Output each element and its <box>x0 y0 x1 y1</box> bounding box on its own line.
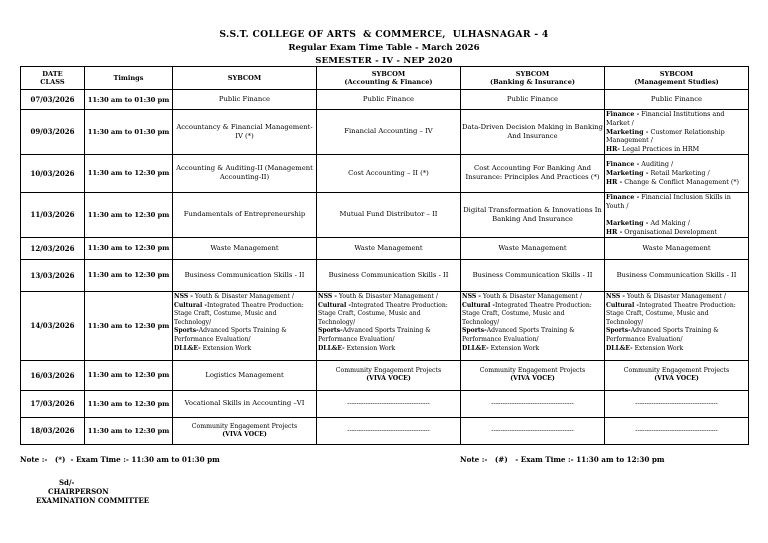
col-header-banking-insurance: SYBCOM (Banking & Insurance) <box>461 67 605 90</box>
subject-cell: Data-Driven Decision Making in Banking And Insurance <box>461 110 605 155</box>
exam-date: 13/03/2026 <box>21 259 85 291</box>
exam-title: Regular Exam Time Table - March 2026 <box>288 43 480 53</box>
exam-time: 11:30 am to 01:30 pm <box>85 90 173 110</box>
activities-cell: NSS - Youth & Disaster Management / Cultural -Integrated Theatre Production: Stage Craft, Costume, Music and Technology/ Sports-Advanced Sports Training & Performance Evaluation/ DLL&E- Extension Work <box>317 291 461 360</box>
table-row <box>21 360 749 390</box>
col-header-management-studies: SYBCOM (Management Studies) <box>605 67 749 90</box>
table-row <box>21 192 749 237</box>
college-name: S.S.T. COLLEGE OF ARTS & COMMERCE, ULHASNAGAR - 4 <box>219 29 549 40</box>
activities-cell: NSS - Youth & Disaster Management / Cultural -Integrated Theatre Production: Stage Craft, Costume, Music and Technology/ Sports-Advanced Sports Training & Performance Evaluation/ DLL&E- Extension Work <box>173 291 317 360</box>
subject-cell: Waste Management <box>461 237 605 259</box>
subject-cell-electives: Finance - Financial Inclusion Skills in Youth / Marketing - Ad Making / HR - Organisational Development <box>605 192 749 237</box>
table-row <box>21 154 749 192</box>
exam-time: 11:30 am to 12:30 pm <box>85 417 173 444</box>
subject-cell: Cost Accounting – II (*) <box>317 154 461 192</box>
subject-cell: Waste Management <box>605 237 749 259</box>
exam-date: 18/03/2026 <box>21 417 85 444</box>
project-cell: Community Engagement Projects (VIVA VOCE) <box>461 360 605 390</box>
signature-title: CHAIRPERSON <box>48 487 109 496</box>
activities-cell: NSS - Youth & Disaster Management / Cultural -Integrated Theatre Production: Stage Craft, Costume, Music and Technology/ Sports-Advanced Sports Training & Performance Evaluation/ DLL&E- Extension Work <box>461 291 605 360</box>
empty-dashes: ------------------------------------ <box>605 390 749 417</box>
table-row <box>21 291 749 360</box>
col-header-timings: Timings <box>85 67 173 90</box>
exam-time: 11:30 am to 01:30 pm <box>85 110 173 155</box>
exam-date: 07/03/2026 <box>21 90 85 110</box>
empty-dashes: ------------------------------------ <box>317 417 461 444</box>
subject-cell: Digital Transformation & Innovations In Banking And Insurance <box>461 192 605 237</box>
subject-cell: Public Finance <box>317 90 461 110</box>
signature-committee: EXAMINATION COMMITTEE <box>36 496 150 505</box>
table-row <box>21 237 749 259</box>
table-row <box>21 417 749 444</box>
exam-date: 14/03/2026 <box>21 291 85 360</box>
col-header-sybcom: SYBCOM <box>173 67 317 90</box>
exam-time: 11:30 am to 12:30 pm <box>85 390 173 417</box>
subject-cell: Mutual Fund Distributor – II <box>317 192 461 237</box>
subject-cell: Fundamentals of Entrepreneurship <box>173 192 317 237</box>
note-left: Note :- (*) - Exam Time :- 11:30 am to 01:30 pm <box>20 455 220 464</box>
exam-date: 11/03/2026 <box>21 192 85 237</box>
subject-cell: Business Communication Skills - II <box>317 259 461 291</box>
empty-dashes: ------------------------------------ <box>317 390 461 417</box>
subject-cell: Logistics Management <box>173 360 317 390</box>
exam-date: 09/03/2026 <box>21 110 85 155</box>
subject-cell: Vocational Skills in Accounting –VI <box>173 390 317 417</box>
subject-cell-electives: Finance - Auditing / Marketing - Retail Marketing / HR - Change & Conflict Management (*) <box>605 154 749 192</box>
exam-time: 11:30 am to 12:30 pm <box>85 291 173 360</box>
subject-cell: Cost Accounting For Banking And Insurance: Principles And Practices (*) <box>461 154 605 192</box>
subject-cell: Waste Management <box>317 237 461 259</box>
exam-date: 16/03/2026 <box>21 360 85 390</box>
table-row <box>21 390 749 417</box>
col-header-accounting-finance: SYBCOM (Accounting & Finance) <box>317 67 461 90</box>
subject-cell: Waste Management <box>173 237 317 259</box>
subject-cell-electives: Finance - Financial Institutions and Market / Marketing - Customer Relationship Management / HR- Legal Practices in HRM <box>605 110 749 155</box>
exam-date: 10/03/2026 <box>21 154 85 192</box>
subject-cell: Business Communication Skills - II <box>461 259 605 291</box>
exam-date: 17/03/2026 <box>21 390 85 417</box>
exam-time: 11:30 am to 12:30 pm <box>85 154 173 192</box>
exam-time: 11:30 am to 12:30 pm <box>85 360 173 390</box>
note-right: Note :- (#) - Exam Time :- 11:30 am to 12:30 pm <box>460 455 665 464</box>
subject-cell: Public Finance <box>173 90 317 110</box>
project-cell: Community Engagement Projects (VIVA VOCE) <box>605 360 749 390</box>
project-cell: Community Engagement Projects (VIVA VOCE) <box>173 417 317 444</box>
empty-dashes: ------------------------------------ <box>605 417 749 444</box>
subject-cell: Business Communication Skills - II <box>605 259 749 291</box>
exam-time: 11:30 am to 12:30 pm <box>85 237 173 259</box>
table-row <box>21 110 749 155</box>
subject-cell: Public Finance <box>605 90 749 110</box>
table-row <box>21 90 749 110</box>
signature-sd: Sd/- <box>59 478 75 487</box>
subject-cell: Public Finance <box>461 90 605 110</box>
subject-cell: Accountancy & Financial Management-IV (*) <box>173 110 317 155</box>
col-header-date: DATE CLASS <box>21 67 85 90</box>
empty-dashes: ------------------------------------ <box>461 390 605 417</box>
activities-cell: NSS - Youth & Disaster Management / Cultural -Integrated Theatre Production: Stage Craft, Costume, Music and Technology/ Sports-Advanced Sports Training & Performance Evaluation/ DLL&E- Extension Work <box>605 291 749 360</box>
exam-time: 11:30 am to 12:30 pm <box>85 192 173 237</box>
project-cell: Community Engagement Projects (VIVA VOCE) <box>317 360 461 390</box>
empty-dashes: ------------------------------------ <box>461 417 605 444</box>
subject-cell: Business Communication Skills - II <box>173 259 317 291</box>
header-row <box>21 67 749 90</box>
exam-time: 11:30 am to 12:30 pm <box>85 259 173 291</box>
table-row <box>21 259 749 291</box>
timetable <box>20 66 749 445</box>
subject-cell: Accounting & Auditing-II (Management Accounting-II) <box>173 154 317 192</box>
exam-date: 12/03/2026 <box>21 237 85 259</box>
subject-cell: Financial Accounting – IV <box>317 110 461 155</box>
semester-title: SEMESTER - IV - NEP 2020 <box>315 56 453 66</box>
